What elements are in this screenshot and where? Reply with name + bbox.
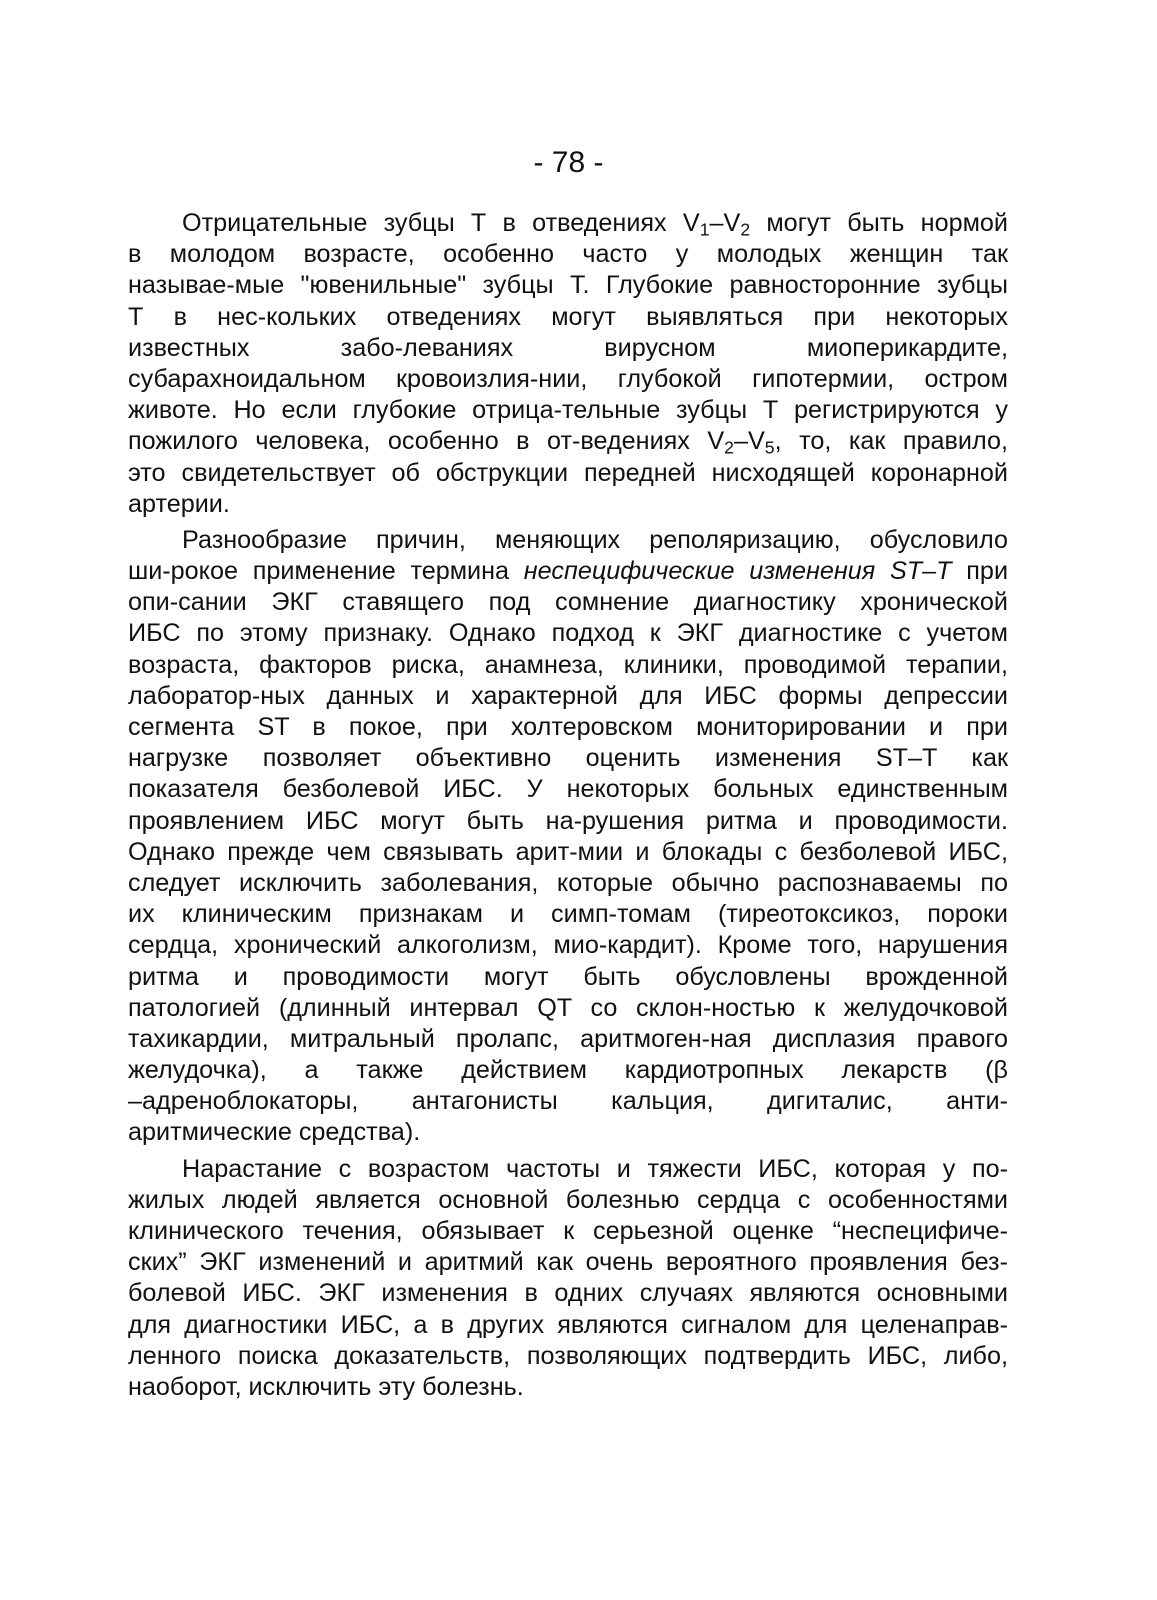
text-run: артерии. (128, 489, 230, 518)
text-run: проявлением ИБС могут быть на-рушения ритма и проводимости. (128, 806, 1008, 835)
emphasis-text: неспецифические изменения ST–T (523, 557, 952, 586)
text-line (128, 618, 1008, 649)
text-line (128, 1372, 1008, 1403)
text-line (128, 962, 1008, 993)
text-run: могут быть нормой (750, 209, 1008, 237)
text-line (128, 681, 1008, 712)
text-line (128, 650, 1008, 681)
text-run: ИБС по этому признаку. Однако подход к ЭКГ диагностике с учетом (128, 619, 1008, 648)
text-run: при (951, 557, 1009, 586)
text-run: Однако прежде чем связывать арит-мии и блокады с безболевой ИБС, (128, 837, 1008, 866)
text-line (128, 395, 1008, 426)
text-line (128, 930, 1008, 961)
body-text (128, 208, 1008, 1408)
text-line (128, 1216, 1008, 1247)
text-line (128, 774, 1008, 805)
text-line (128, 364, 1008, 395)
text-run: показателя безболевой ИБС. У некоторых больных единственным (128, 775, 1008, 804)
text-run: Отрицательные зубцы Т в отведениях V (182, 209, 700, 237)
subscript: 5 (764, 437, 775, 458)
text-line (128, 1185, 1008, 1216)
text-run: их клиническим признакам и симп-томам (тиреотоксикоз, пороки (128, 900, 1008, 929)
text-run: клинического течения, обязывает к серьезной оценке “неспецифиче- (128, 1217, 1008, 1245)
text-run: тахикардии, митральный пролапс, аритмоген-ная дисплазия правого (128, 1024, 1008, 1053)
text-run: возраста, факторов риска, анамнеза, клиники, проводимой терапии, (128, 650, 1008, 679)
text-run: желудочка), а также действием кардиотропных лекарств (β (128, 1056, 1008, 1085)
text-run: аритмические средства). (128, 1118, 421, 1147)
text-line (128, 1310, 1008, 1341)
text-line (128, 587, 1008, 618)
text-run: Разнообразие причин, меняющих реполяризацию, обусловило (182, 525, 1008, 554)
text-line (128, 993, 1008, 1024)
text-line (128, 837, 1008, 868)
text-line (128, 1086, 1008, 1117)
text-run: сердца, хронический алкоголизм, мио-кардит). Кроме того, нарушения (128, 931, 1008, 960)
text-run: лаборатор-ных данных и характерной для ИБС формы депрессии (128, 681, 1008, 710)
text-run: ши-рокое применение термина (128, 557, 524, 586)
text-line (128, 806, 1008, 837)
text-line (128, 1154, 1008, 1185)
text-line (128, 525, 1008, 556)
subscript: 2 (740, 219, 751, 240)
text-run: патологией (длинный интервал QT со склон-ностью к желудочковой (128, 993, 1008, 1022)
text-run: это свидетельствует об обструкции передней нисходящей коронарной (128, 458, 1008, 487)
text-line (128, 489, 1008, 520)
text-run: наоборот, исключить эту болезнь. (128, 1372, 524, 1401)
text-line (128, 743, 1008, 774)
text-run: для диагностики ИБС, а в других являются сигналом для целенаправ- (128, 1310, 1008, 1339)
text-run: ритма и проводимости могут быть обусловлены врожденной (128, 962, 1008, 991)
text-run: жилых людей является основной болезнью сердца с особенностями (128, 1185, 1008, 1214)
text-run: сегмента ST в покое, при холтеровском мониторировании и при (128, 713, 1008, 741)
text-run: ленного поиска доказательств, позволяющих подтвердить ИБС, либо, (128, 1341, 1008, 1370)
text-run: в молодом возрасте, особенно часто у молодых женщин так (128, 240, 1008, 269)
text-line (128, 458, 1008, 489)
text-line (128, 1247, 1008, 1278)
text-line (128, 302, 1008, 333)
text-line (128, 270, 1008, 301)
text-run: известных забо-леваниях вирусном миоперикардите, (128, 333, 1008, 362)
text-line (128, 239, 1008, 270)
paragraph (128, 208, 1008, 520)
paragraph (128, 525, 1008, 1149)
text-line (128, 712, 1008, 743)
subscript: 1 (699, 219, 710, 240)
text-run: болевой ИБС. ЭКГ изменения в одних случаях являются основными (128, 1279, 1008, 1308)
text-run: субарахноидальном кровоизлия-нии, глубокой гипотермии, остром (128, 364, 1008, 393)
text-run: ских” ЭКГ изменений и аритмий как очень вероятного проявления без- (128, 1248, 1008, 1277)
subscript: 2 (724, 437, 734, 458)
text-run: , то, как правило, (774, 427, 1008, 456)
text-line (128, 333, 1008, 364)
paragraph (128, 1154, 1008, 1404)
text-line (128, 426, 1008, 457)
text-run: пожилого человека, особенно в от-ведениях V (128, 427, 725, 456)
page-number: - 78 - (533, 146, 604, 179)
text-run: называе-мые "ювенильные" зубцы Т. Глубокие равносторонние зубцы (128, 271, 1008, 300)
text-run: нагрузке позволяет объективно оценить изменения ST–T как (128, 744, 1008, 773)
text-run: Т в нес-кольких отведениях могут выявляться при некоторых (128, 302, 1008, 331)
text-line (128, 208, 1008, 239)
text-line (128, 868, 1008, 899)
text-line (128, 1341, 1008, 1372)
text-run: животе. Но если глубокие отрица-тельные зубцы Т регистрируются у (128, 396, 1008, 425)
text-run: следует исключить заболевания, которые обычно распознаваемы по (128, 868, 1008, 897)
text-line (128, 1024, 1008, 1055)
text-line (128, 1117, 1008, 1148)
text-run: –V (733, 427, 765, 456)
text-run: Нарастание с возрастом частоты и тяжести ИБС, которая у по- (182, 1154, 1008, 1183)
text-line (128, 556, 1008, 587)
text-run: –V (709, 209, 741, 237)
text-line (128, 1278, 1008, 1309)
text-line (128, 899, 1008, 930)
text-line (128, 1055, 1008, 1086)
text-run: опи-сании ЭКГ ставящего под сомнение диагностику хронической (128, 588, 1008, 617)
text-run: –адреноблокаторы, антагонисты кальция, дигиталис, анти- (128, 1087, 1008, 1116)
